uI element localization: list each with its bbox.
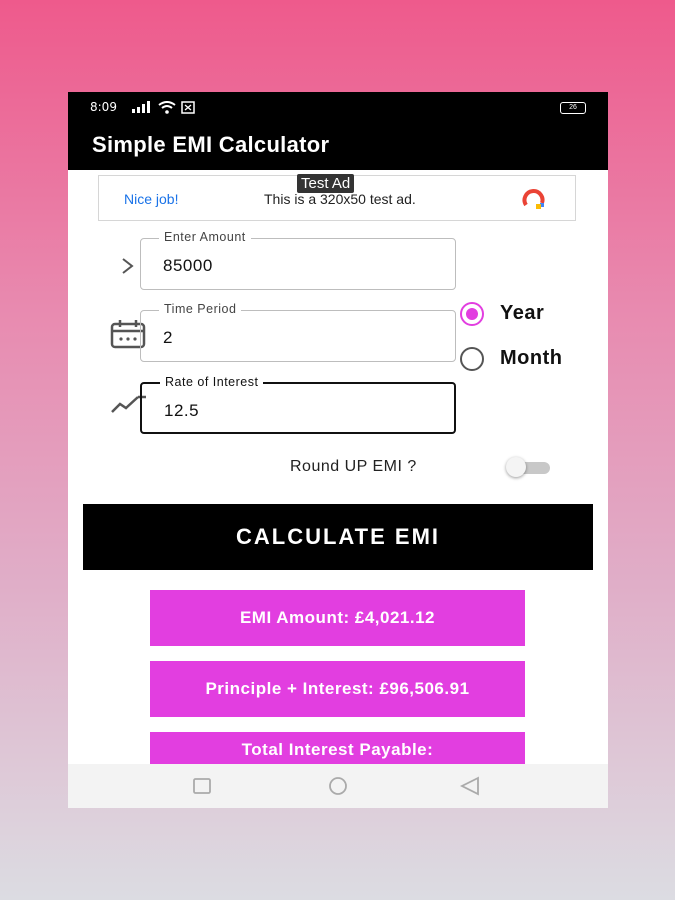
amount-label: Enter Amount <box>159 230 251 244</box>
status-time: 8:09 <box>90 100 117 114</box>
phone-screen <box>68 92 608 808</box>
wifi-icon <box>158 101 176 114</box>
data-icon <box>181 101 195 114</box>
round-up-label: Round UP EMI ? <box>290 458 417 475</box>
toggle-thumb[interactable] <box>506 457 526 477</box>
time-period-input[interactable]: 2 <box>163 328 173 347</box>
radio-year-label[interactable]: Year <box>500 302 545 324</box>
back-icon[interactable] <box>458 776 482 796</box>
amount-input[interactable]: 85000 <box>163 256 213 275</box>
round-up-toggle[interactable] <box>506 460 554 476</box>
ad-logo-icon <box>521 186 547 212</box>
status-bar <box>68 92 608 122</box>
ad-banner[interactable] <box>98 175 576 221</box>
home-icon[interactable] <box>324 776 352 796</box>
calculate-button[interactable]: CALCULATE EMI <box>83 504 593 570</box>
time-period-field[interactable] <box>140 302 456 362</box>
radio-year-circle[interactable] <box>460 302 484 326</box>
radio-month-label[interactable]: Month <box>500 347 563 369</box>
signal-icon <box>132 101 152 113</box>
recents-icon[interactable] <box>192 776 212 796</box>
result-total-interest: Total Interest Payable: <box>150 732 525 788</box>
radio-month-circle[interactable] <box>460 347 484 371</box>
interest-input[interactable]: 12.5 <box>164 401 200 420</box>
result-principal-interest: Principle + Interest: £96,506.91 <box>150 661 525 717</box>
app-bar <box>68 122 608 170</box>
interest-field[interactable] <box>140 375 456 434</box>
time-period-label: Time Period <box>159 302 241 316</box>
battery-icon <box>560 102 586 114</box>
battery-level: 26 <box>569 104 577 111</box>
ad-badge: Test Ad <box>297 174 354 193</box>
amount-field[interactable] <box>140 230 456 290</box>
interest-label: Rate of Interest <box>160 375 263 389</box>
chevron-right-icon <box>120 257 136 275</box>
ad-description: This is a 320x50 test ad. <box>264 191 416 207</box>
navigation-bar <box>68 764 608 808</box>
result-emi-amount: EMI Amount: £4,021.12 <box>150 590 525 646</box>
app-title: Simple EMI Calculator <box>92 132 330 157</box>
ad-nice-text[interactable]: Nice job! <box>124 191 179 207</box>
